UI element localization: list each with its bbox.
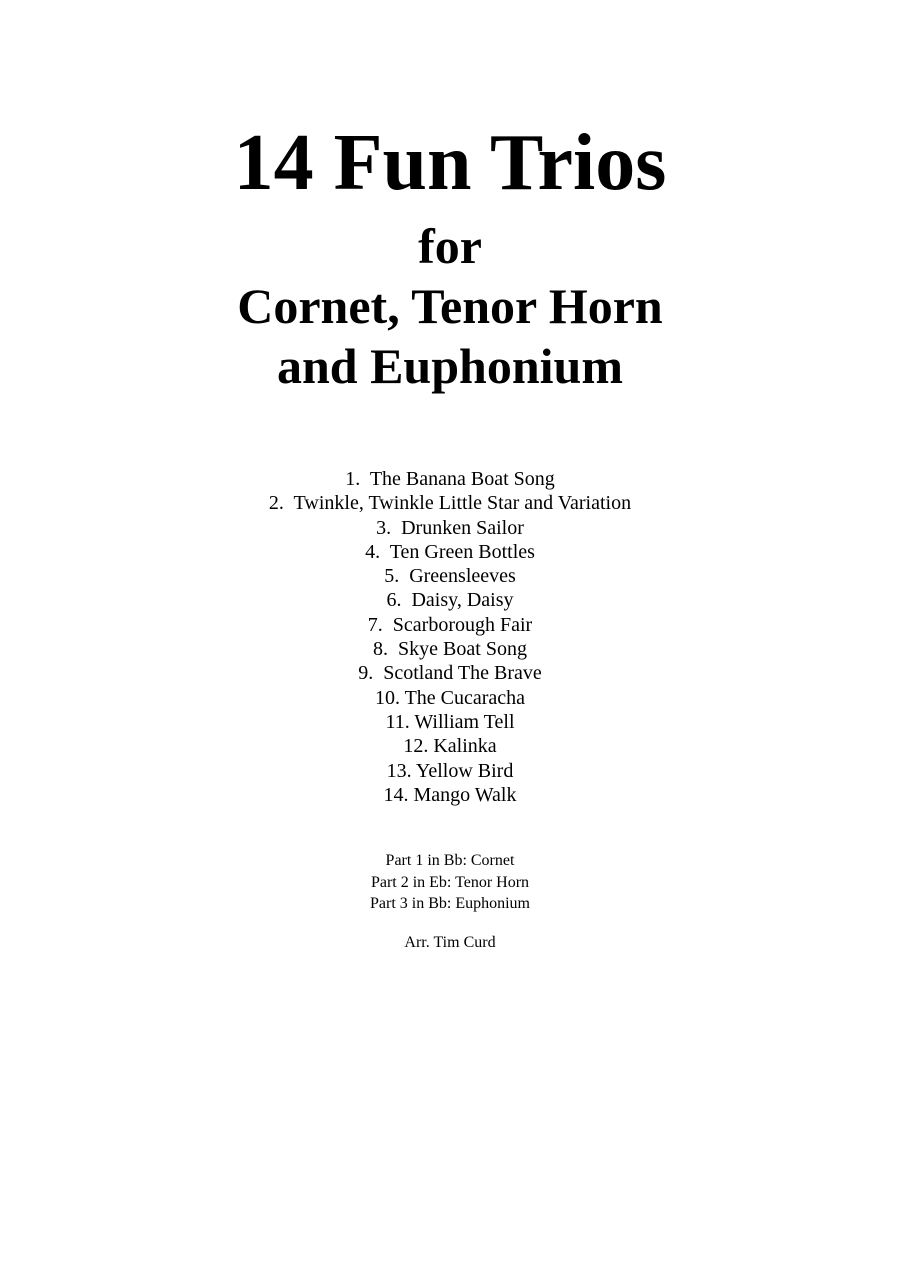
list-item: 14. Mango Walk <box>383 783 517 806</box>
list-item: 3. Drunken Sailor <box>376 516 524 539</box>
part-item-cornet: Part 1 in Bb: Cornet <box>385 852 515 869</box>
list-item: 7. Scarborough Fair <box>367 613 533 636</box>
list-item: 12. Kalinka <box>403 735 497 758</box>
list-item: 6. Daisy, Daisy <box>386 589 514 612</box>
page-title: 14 Fun Trios <box>233 119 667 207</box>
list-item: 8. Skye Boat Song <box>373 638 527 661</box>
list-item: 2. Twinkle, Twinkle Little Star and Variation <box>268 492 632 515</box>
list-item: 11. William Tell <box>385 710 515 733</box>
subtitle <box>0 216 900 396</box>
instrument-parts-list <box>0 850 900 915</box>
list-item: 1. The Banana Boat Song <box>345 468 555 490</box>
subtitle-line-instruments: Cornet, Tenor Horn <box>237 278 663 334</box>
list-item: 10. The Cucaracha <box>374 686 526 709</box>
track-list <box>0 467 900 807</box>
list-item: 4. Ten Green Bottles <box>365 540 535 563</box>
list-item: 13. Yellow Bird <box>386 759 514 782</box>
list-item: 5. Greensleeves <box>384 565 516 588</box>
part-item-tenor-horn: Part 2 in Eb: Tenor Horn <box>370 873 530 891</box>
list-item: 9. Scotland The Brave <box>358 662 542 685</box>
part-item-euphonium: Part 3 in Bb: Euphonium <box>370 895 530 912</box>
arranger-credit: Arr. Tim Curd <box>404 934 496 951</box>
subtitle-line-for: for <box>418 218 482 274</box>
subtitle-line-instruments-2: and Euphonium <box>276 338 624 394</box>
